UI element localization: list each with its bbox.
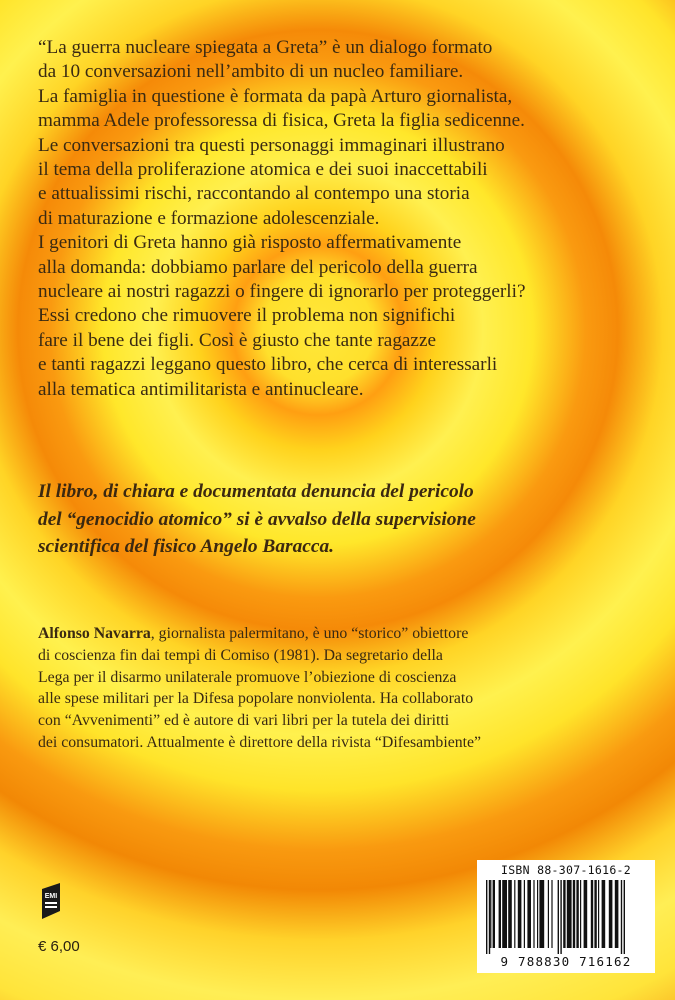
bio-line: con “Avvenimenti” ed è autore di vari libri per la tutela dei diritti bbox=[38, 712, 450, 730]
bio-line: di coscienza fin dai tempi di Comiso (1981). Da segretario della bbox=[38, 646, 443, 664]
author-bio bbox=[38, 623, 666, 754]
barcode-bars-icon bbox=[482, 880, 650, 954]
author-name: Alfonso Navarra bbox=[38, 625, 151, 642]
description-line: alla tematica antimilitarista e antinucleare. bbox=[38, 378, 364, 400]
description-line: mamma Adele professoressa di fisica, Greta la figlia sedicenne. bbox=[38, 110, 525, 132]
description-line: La famiglia in questione è formata da papà Arturo giornalista, bbox=[38, 85, 513, 107]
description-line: alla domanda: dobbiamo parlare del pericolo della guerra bbox=[38, 256, 478, 278]
description-line: da 10 conversazioni nell’ambito di un nucleo familiare. bbox=[38, 61, 464, 83]
description-line: il tema della proliferazione atomica e dei suoi inaccettabili bbox=[38, 159, 488, 181]
description-line: di maturazione e formazione adolescenziale. bbox=[38, 207, 380, 229]
bio-line: alle spese militari per la Difesa popolare nonviolenta. Ha collaborato bbox=[38, 690, 474, 708]
description-line: e attualissimi rischi, raccontando al contempo una storia bbox=[38, 183, 470, 205]
bio-first-line-text: , giornalista palermitano, è uno “storico” obiettore bbox=[150, 625, 469, 642]
bio-line bbox=[38, 623, 666, 645]
description-line: “La guerra nucleare spiegata a Greta” è un dialogo formato bbox=[38, 37, 493, 58]
description-text bbox=[38, 36, 666, 402]
logo-text: EMI bbox=[44, 893, 58, 900]
description-line: e tanti ragazzi leggano questo libro, che cerca di interessarli bbox=[38, 354, 498, 376]
isbn-barcode bbox=[477, 860, 655, 973]
price-label: € 6,00 bbox=[38, 938, 80, 955]
quote-line: Il libro, di chiara e documentata denuncia del pericolo bbox=[38, 481, 474, 502]
description-line: I genitori di Greta hanno già risposto affermativamente bbox=[38, 232, 462, 254]
description-line: Essi credono che rimuovere il problema non significhi bbox=[38, 305, 456, 327]
supervision-quote bbox=[38, 478, 666, 561]
description-line: fare il bene dei figli. Così è giusto che tante ragazze bbox=[38, 329, 436, 351]
description-line: nucleare ai nostri ragazzi o fingere di ignorarlo per proteggerli? bbox=[38, 281, 526, 303]
quote-line: scientifica del fisico Angelo Baracca. bbox=[38, 536, 335, 557]
quote-line: del “genocidio atomico” si è avvalso della supervisione bbox=[38, 508, 476, 530]
description-line: Le conversazioni tra questi personaggi immaginari illustrano bbox=[38, 134, 505, 156]
bio-line: Lega per il disarmo unilaterale promuove l’obiezione di coscienza bbox=[38, 668, 457, 686]
bio-line: dei consumatori. Attualmente è direttore della rivista “Difesambiente” bbox=[38, 733, 482, 751]
emi-publisher-logo-icon bbox=[40, 881, 62, 921]
barcode-digits: 9 788830 716162 bbox=[500, 954, 632, 969]
isbn-label: ISBN 88-307-1616-2 bbox=[500, 863, 632, 877]
